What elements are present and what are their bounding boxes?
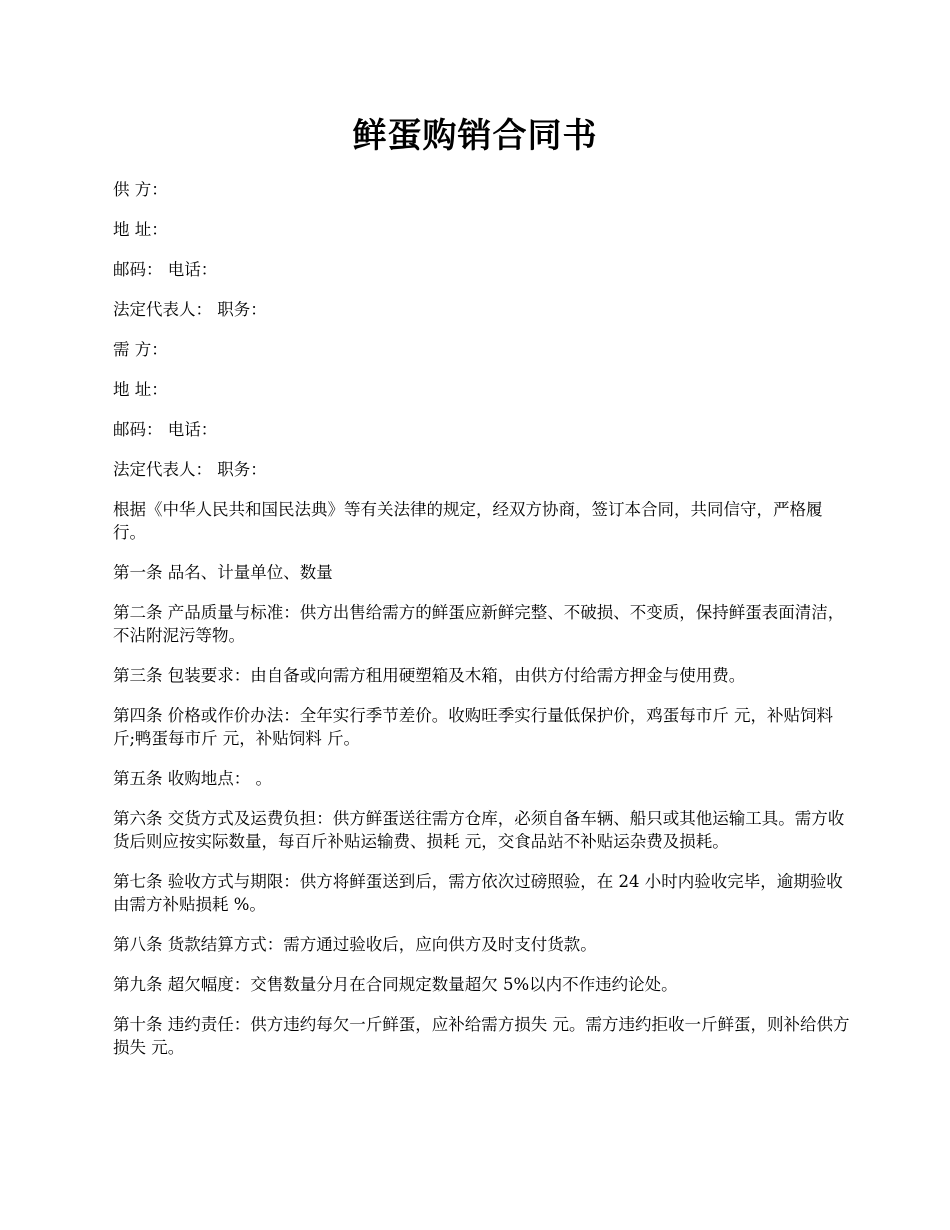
article-2: 第二条 产品质量与标准：供方出售给需方的鲜蛋应新鲜完整、不破损、不变质，保持鲜蛋表面清洁，不沾附泥污等物。 (113, 603, 845, 645)
buyer-postcode-phone: 邮码： 电话： (113, 420, 218, 439)
preamble-paragraph: 根据《中华人民共和国民法典》等有关法律的规定，经双方协商，签订本合同，共同信守，严格履行。 (113, 500, 823, 542)
article-5: 第五条 收购地点： 。 (113, 769, 272, 788)
document-body (113, 178, 853, 1076)
buyer-address: 地 址： (113, 380, 168, 399)
article-9: 第九条 超欠幅度：交售数量分月在合同规定数量超欠 5%以内不作违约论处。 (113, 975, 678, 994)
article-1: 第一条 品名、计量单位、数量 (113, 563, 333, 582)
supplier-legal-representative: 法定代表人： 职务： (113, 300, 267, 319)
supplier-address: 地 址： (113, 220, 168, 239)
supplier-label: 供 方： (113, 180, 168, 199)
supplier-postcode-phone: 邮码： 电话： (113, 260, 218, 279)
document-title: 鲜蛋购销合同书 (352, 116, 598, 156)
article-3: 第三条 包装要求：由自备或向需方租用硬塑箱及木箱，由供方付给需方押金与使用费。 (113, 666, 746, 685)
article-7: 第七条 验收方式与期限：供方将鲜蛋送到后，需方依次过磅照验，在 24 小时内验收完毕，逾期验收由需方补贴损耗 %。 (113, 872, 843, 914)
buyer-legal-representative: 法定代表人： 职务： (113, 460, 267, 479)
buyer-label: 需 方： (113, 340, 168, 359)
article-10: 第十条 违约责任：供方违约每欠一斤鲜蛋，应补给需方损失 元。需方违约拒收一斤鲜蛋，则补给供方损失 元。 (113, 1015, 850, 1057)
article-4: 第四条 价格或作价办法：全年实行季节差价。收购旺季实行量低保护价，鸡蛋每市斤 元，补贴饲料 斤;鸭蛋每市斤 元，补贴饲料 斤。 (113, 706, 833, 748)
article-6: 第六条 交货方式及运费负担：供方鲜蛋送往需方仓库，必须自备车辆、船只或其他运输工具。需方收货后则应按实际数量，每百斤补贴运输费、损耗 元，交食品站不补贴运杂费及损耗。 (113, 809, 845, 851)
article-8: 第八条 货款结算方式：需方通过验收后，应向供方及时支付货款。 (113, 935, 597, 954)
